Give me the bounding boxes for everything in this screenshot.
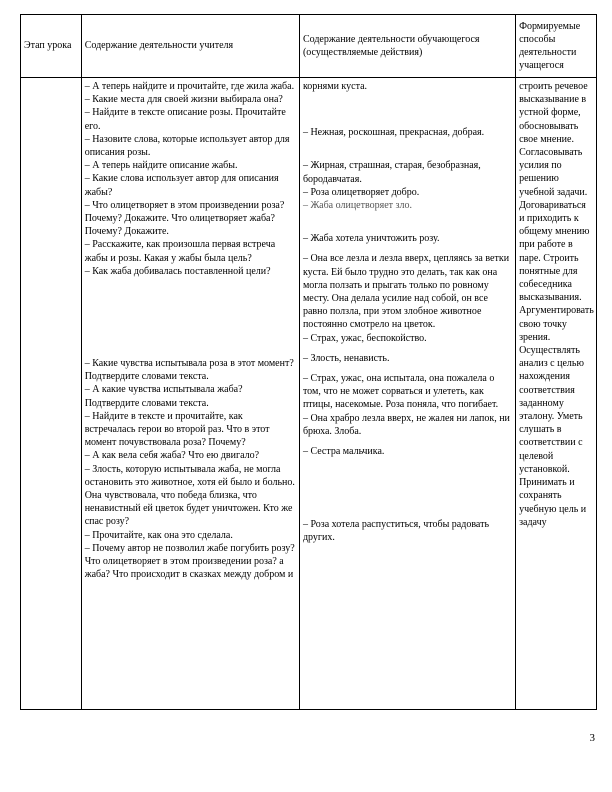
skills-block: Аргументировать свою точку зрения. Осуществлять анализ с целью нахождения соответствия заданному эталону. Уметь слушать в соответствии с целевой установкой. Принимать и сохранять учебную цель и задачу <box>519 305 597 528</box>
student-line: – Жаба олицетворяет зло. <box>302 200 412 212</box>
student-line: – Она храбро лезла вверх, не жалея ни лапок, ни брюха. Злоба. <box>302 412 513 437</box>
table-row <box>21 78 597 710</box>
student-line: – Роза хотела распуститься, чтобы радовать других. <box>302 519 492 544</box>
teacher-activity-cell <box>81 78 299 710</box>
header-skills: Формируемые способы деятельности учащегося <box>516 15 597 78</box>
student-line: корнями куста. <box>302 81 368 92</box>
teacher-line: – Почему автор не позволил жабе погубить розу? Что олицетворяет в этом произведении роза? а жаба? Что происходит в сказках между добром и <box>84 542 298 581</box>
student-line: – Нежная, роскошная, прекрасная, добрая. <box>302 127 485 139</box>
teacher-line: – Как жаба добивалась поставленной цели? <box>84 265 271 277</box>
skills-cell <box>516 78 597 710</box>
student-line: – Жирная, страшная, старая, безобразная, бородавчатая. <box>302 160 484 185</box>
page-number: 3 <box>589 732 595 744</box>
skills-block: строить речевое высказывание в устной форме, обосновывать свое мнение. Согласовывать усилия по решению учебной задачи. Договариваться и приходить к общему мнению при работе в паре. Строить понятные для собеседника высказывания. <box>519 81 592 304</box>
student-line: – Страх, ужас, беспокойство. <box>302 332 427 344</box>
student-line: – Она все лезла и лезла вверх, цепляясь за ветки куста. Ей было трудно это делать, так как она могла ползать и прыгать только по ровному месту. Она делала усилие над собой, он все равно ползла, при этом злобное животное постоянно смотрело на цветок. <box>302 253 512 331</box>
header-row <box>21 15 597 78</box>
teacher-line: – А как вела себя жаба? Что ею двигало? <box>84 450 260 462</box>
student-activity-cell <box>299 78 515 710</box>
student-line: – Злость, ненависть. <box>302 352 390 364</box>
teacher-line: – А теперь найдите описание жабы. <box>84 160 238 172</box>
teacher-line: – Назовите слова, которые использует автор для описания розы. <box>84 133 292 159</box>
student-line: – Сестра мальчика. <box>302 446 385 458</box>
teacher-line: – Найдите в тексте и прочитайте, как встречалась герои во второй раз. Что в этот момент почувствовала роза? Почему? <box>84 410 273 449</box>
header-stage: Этап урока <box>21 15 82 78</box>
header-teacher-activity: Содержание деятельности учителя <box>81 15 299 78</box>
teacher-line: – А какие чувства испытывала жаба? Подтвердите словами текста. <box>84 384 246 409</box>
teacher-line: – Прочитайте, как она это сделала. <box>84 529 233 541</box>
teacher-line: – Найдите в тексте описание розы. Прочитайте его. <box>84 107 289 132</box>
teacher-line: – Расскажите, как произошла первая встреча жабы и розы. Какая у жабы была цель? <box>84 239 278 264</box>
teacher-line: – Какие места для своей жизни выбирала она? <box>84 94 283 106</box>
teacher-line: – Злость, которую испытывала жаба, не могла остановить это животное, хотя ей было и больно. Она чувствовала, что победа близка, что ненавистный ей цветок будет уничтожен. Кто же спас розу? <box>84 463 298 528</box>
student-line: – Жаба хотела уничтожить розу. <box>302 233 440 245</box>
teacher-line: – Какие чувства испытывала роза в этот момент? Подтвердите словами текста. <box>84 358 297 383</box>
student-line: – Страх, ужас, она испытала, она пожалела о том, что не может сорваться и улететь, как птицы, насекомые. Роза поняла, что погибает. <box>302 373 499 411</box>
student-line: – Роза олицетворяет добро. <box>302 186 420 198</box>
header-student-activity: Содержание деятельности обучающегося (осуществляемые действия) <box>299 15 515 78</box>
lesson-plan-table <box>20 14 597 710</box>
teacher-line: – А теперь найдите и прочитайте, где жила жаба. <box>84 81 295 92</box>
stage-cell <box>21 78 82 710</box>
teacher-line: – Что олицетворяет в этом произведении роза? Почему? Докажите. Что олицетворяет жаба? Почему? Докажите. <box>84 199 287 238</box>
teacher-line: – Какие слова использует автор для описания жабы? <box>84 173 282 198</box>
